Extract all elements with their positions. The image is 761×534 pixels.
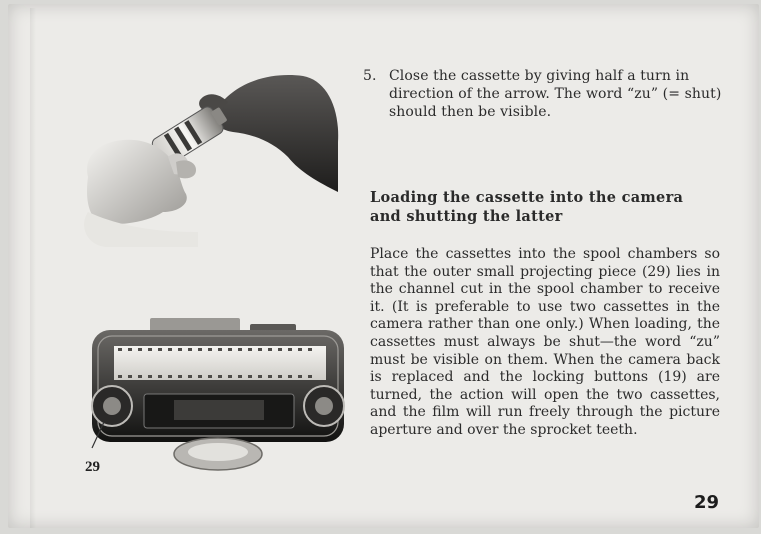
- step-5: [363, 67, 723, 121]
- step-text: Close the cassette by giving half a turn in direction of the arrow. The word “zu” (= shut) should then be visible.: [389, 68, 722, 120]
- camera-illustration: [78, 314, 348, 482]
- page-gutter-shadow: [30, 8, 36, 528]
- hand-cassette-illustration: [68, 62, 343, 247]
- step-number: 5.: [363, 68, 377, 84]
- body-paragraph: Place the cassettes into the spool chambers so that the outer small projecting piece (29) lies in the channel cut in the spool chamber to receive it. (It is preferable to use two cassettes in the camera rather than one only.) When loading, the cassettes must always be shut—the word “zu” must be visible on them. When the camera back is replaced and the locking buttons (19) are turned, the action will open the two cassettes, and the film will run freely through the picture aperture and over the sprocket teeth.: [370, 246, 720, 438]
- manual-page: [8, 4, 759, 528]
- figure-label: 29: [85, 459, 100, 475]
- hand-cassette-photo: [68, 62, 343, 247]
- camera-film-photo: [78, 314, 348, 482]
- section-heading: Loading the cassette into the camera and shutting the latter: [370, 189, 684, 225]
- page-number: 29: [694, 492, 720, 513]
